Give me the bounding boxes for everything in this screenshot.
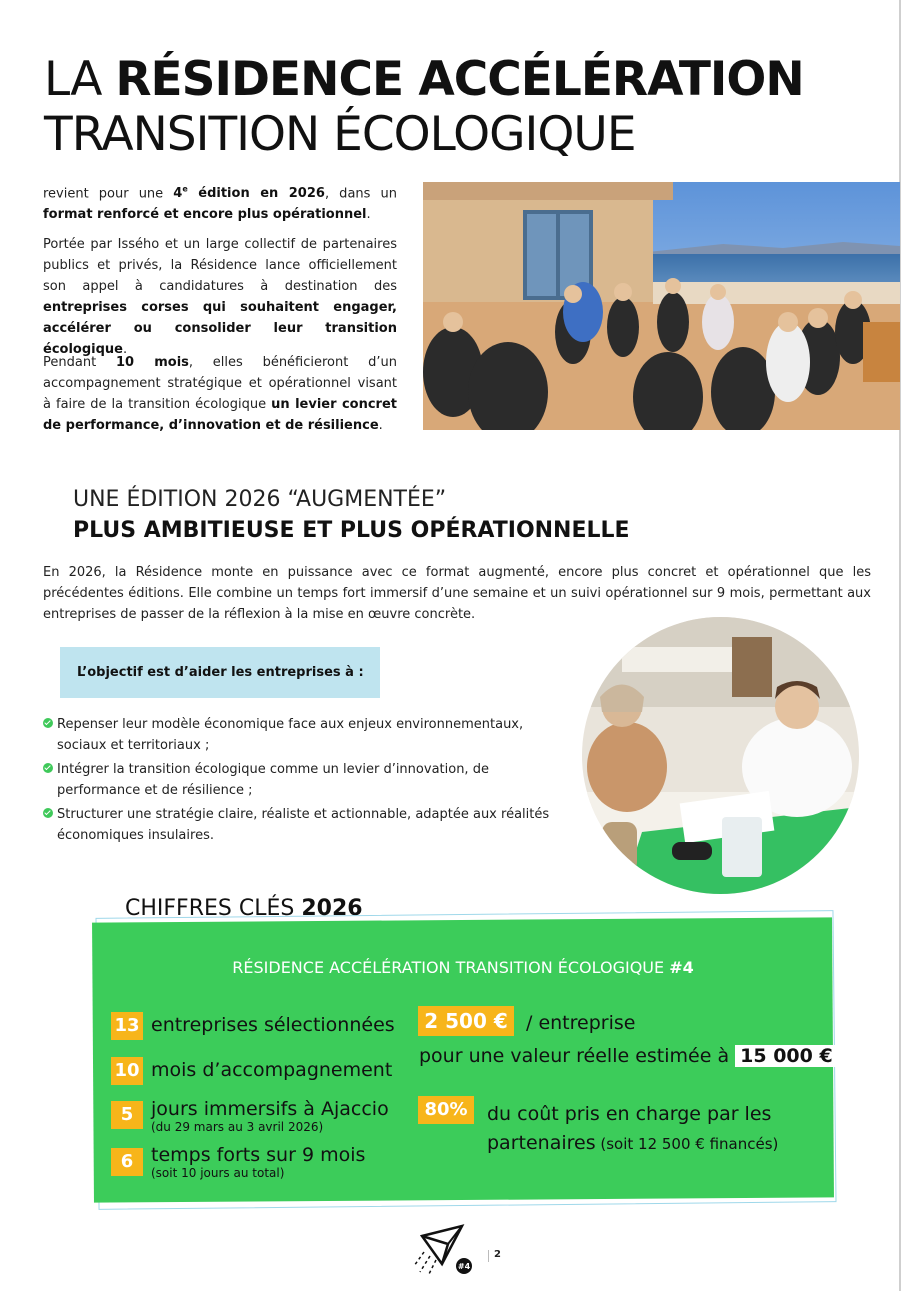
p1-edition-number: 4 bbox=[173, 186, 183, 202]
figure-highlights: temps forts sur 9 mois bbox=[151, 1144, 366, 1166]
p1-end: . bbox=[366, 207, 371, 223]
p3-text2: , elles bénéficieront d’un accompagnement stratégique et opérationnel visant à faire de la transition écologique bbox=[43, 355, 397, 412]
figure-highlights-note: (soit 10 jours au total) bbox=[151, 1166, 285, 1180]
key-figures-box-title bbox=[93, 958, 833, 977]
badge-days: 5 bbox=[111, 1101, 143, 1129]
key-figures-year: 2026 bbox=[301, 896, 363, 921]
objective-label: L’objectif est d’aider les entreprises à : bbox=[77, 665, 364, 680]
terrace-group-photo bbox=[423, 182, 900, 430]
p1-text: revient pour une bbox=[43, 186, 174, 202]
badge-months: 10 bbox=[111, 1057, 143, 1085]
badge-companies: 13 bbox=[111, 1012, 143, 1040]
price-per-company: / entreprise bbox=[526, 1012, 636, 1034]
bullet-text: Intégrer la transition écologique comme un levier d’innovation, de performance et de résilience ; bbox=[57, 762, 489, 798]
check-icon bbox=[43, 763, 53, 773]
check-icon bbox=[43, 808, 53, 818]
objective-box bbox=[60, 647, 380, 698]
section-heading-line2: PLUS AMBITIEUSE ET PLUS OPÉRATIONNELLE bbox=[73, 518, 630, 543]
page-number-divider bbox=[488, 1250, 489, 1262]
title-line2: TRANSITION ÉCOLOGIQUE bbox=[44, 107, 636, 162]
share-note: (soit 12 500 € financés) bbox=[595, 1135, 779, 1153]
badge-share: 80% bbox=[418, 1096, 474, 1124]
p1-format: format renforcé et encore plus opérationnel bbox=[43, 207, 367, 223]
p1-sup: e bbox=[182, 185, 188, 194]
share-line1: du coût pris en charge par les bbox=[487, 1103, 772, 1125]
page-title bbox=[44, 52, 804, 162]
p2-end: . bbox=[122, 342, 128, 357]
bullet-text: Repenser leur modèle économique face aux enjeux environnementaux, sociaux et territoriaux ; bbox=[57, 717, 524, 753]
price-value-text: pour une valeur réelle estimée à bbox=[419, 1045, 736, 1067]
p1-edition-year: édition en 2026 bbox=[187, 186, 325, 202]
objectives-list bbox=[43, 714, 563, 849]
figure-days-note: (du 29 mars au 3 avril 2026) bbox=[151, 1120, 324, 1134]
paragraph-duration bbox=[43, 352, 397, 436]
key-figures-label: CHIFFRES CLÉS bbox=[125, 896, 302, 921]
price-value-line bbox=[419, 1045, 838, 1067]
check-icon bbox=[43, 718, 53, 728]
title-bold: RÉSIDENCE ACCÉLÉRATION bbox=[115, 52, 804, 107]
list-item bbox=[43, 759, 563, 801]
section-heading-line1: UNE ÉDITION 2026 “AUGMENTÉE” bbox=[73, 487, 447, 512]
p1-text2: , dans un bbox=[324, 186, 397, 202]
box-title-number: #4 bbox=[669, 958, 694, 977]
paragraph-edition bbox=[43, 179, 397, 225]
figure-days: jours immersifs à Ajaccio bbox=[151, 1098, 389, 1120]
p3-months: 10 mois bbox=[115, 355, 189, 370]
section-intro: En 2026, la Résidence monte en puissance avec ce format augmenté, encore plus concret et opérationnel que les précédentes éditions. Elle combine un temps fort immersif d’une semaine et un suivi opérationnel sur 9 mois, permettant aux entreprises de passer de la réflexion à la mise en œuvre concrète. bbox=[43, 565, 871, 622]
p3-text: Pendant bbox=[43, 355, 116, 370]
figure-months: mois d’accompagnement bbox=[151, 1059, 393, 1081]
p2-text: Portée par Issého et un large collectif de partenaires publics et privés, la Résidence lance officiellement son appel à candidatures à destination des bbox=[43, 237, 397, 294]
paragraph-call bbox=[43, 234, 397, 360]
page-number: 2 bbox=[494, 1249, 501, 1260]
bullet-text: Structurer une stratégie claire, réaliste et actionnable, adaptée aux réalités économiques insulaires. bbox=[57, 807, 550, 843]
share-partners: partenaires bbox=[487, 1132, 596, 1154]
title-part1: LA bbox=[44, 52, 116, 107]
share-line2 bbox=[487, 1132, 778, 1154]
figure-companies: entreprises sélectionnées bbox=[151, 1014, 395, 1036]
logo-tag: #4 bbox=[457, 1262, 471, 1271]
list-item bbox=[43, 804, 563, 846]
p3-lever: un levier concret de performance, d’innovation et de résilience bbox=[43, 397, 397, 433]
price-value-amount: 15 000 € bbox=[735, 1045, 838, 1067]
p3-end: . bbox=[378, 418, 383, 433]
list-item bbox=[43, 714, 563, 756]
badge-highlights: 6 bbox=[111, 1148, 143, 1176]
badge-price: 2 500 € bbox=[418, 1006, 514, 1036]
paper-plane-logo-icon bbox=[412, 1222, 474, 1282]
box-title-text: RÉSIDENCE ACCÉLÉRATION TRANSITION ÉCOLOGIQUE bbox=[232, 958, 670, 977]
p2-target: entreprises corses qui souhaitent engager, accélérer ou consolider leur transition écologique bbox=[43, 300, 397, 357]
workshop-circle-photo bbox=[582, 617, 859, 894]
